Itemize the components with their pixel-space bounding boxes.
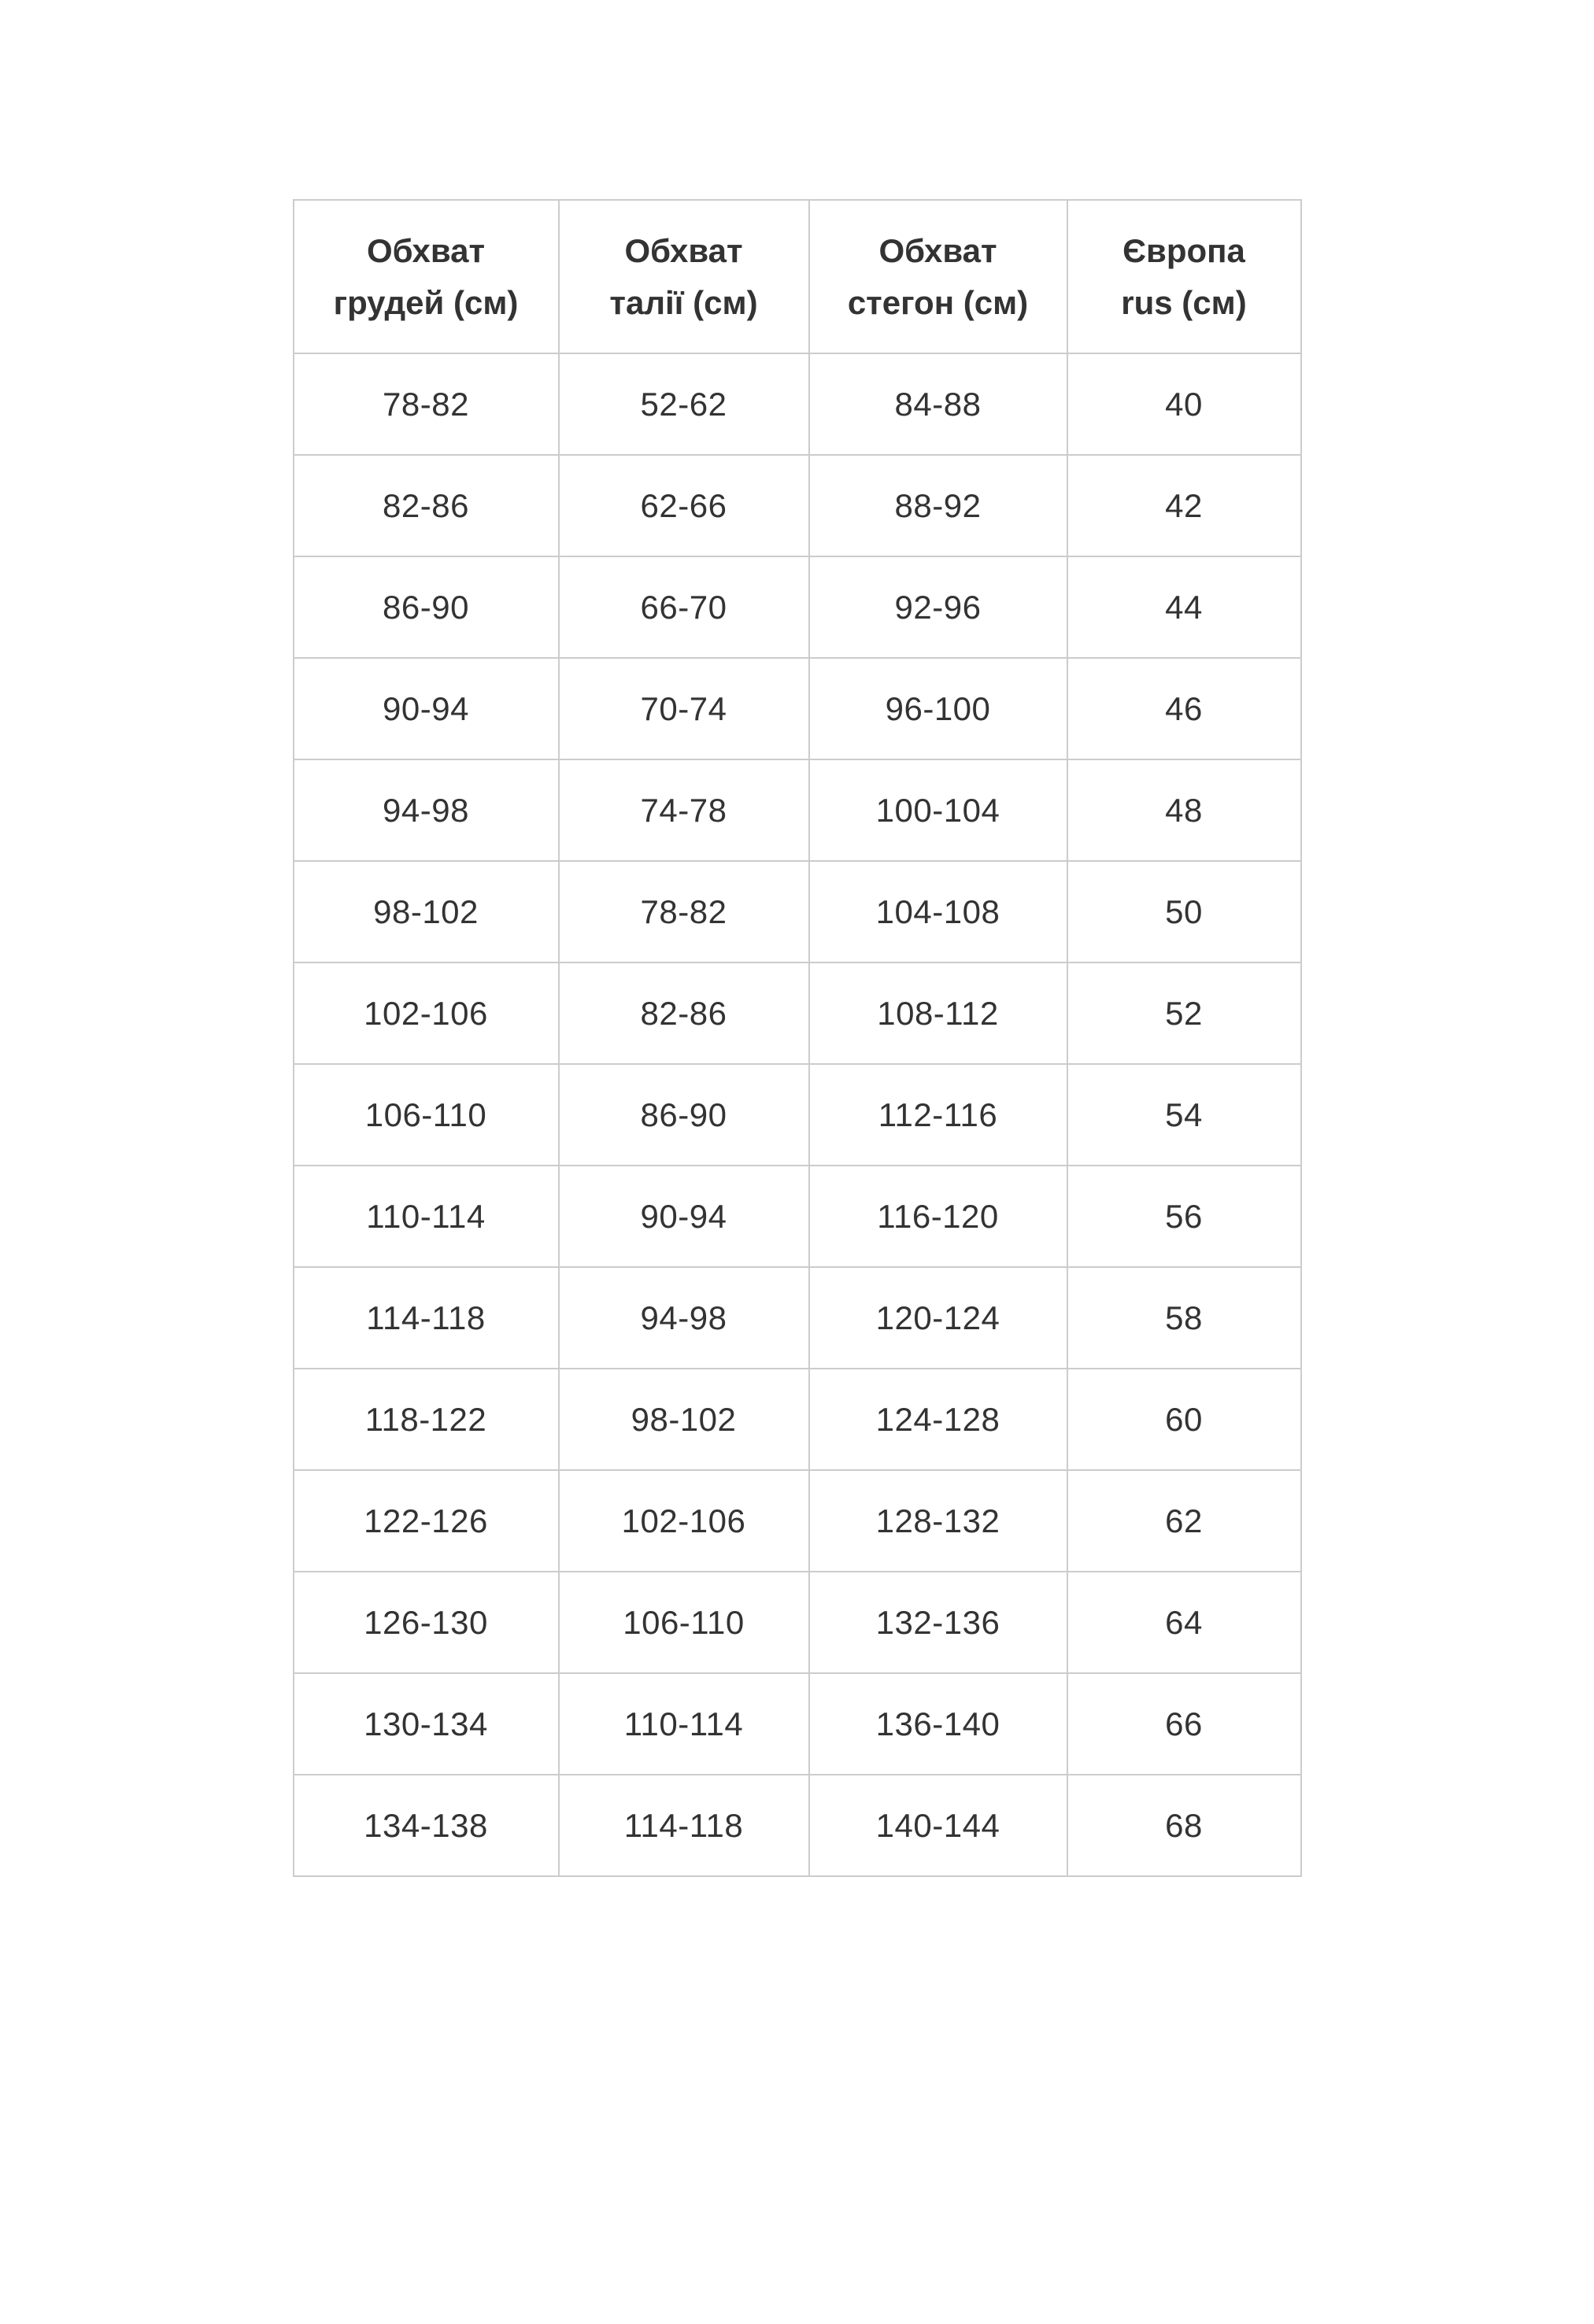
- cell-chest: 110-114: [294, 1166, 559, 1267]
- cell-chest: 126-130: [294, 1572, 559, 1673]
- cell-waist: 62-66: [559, 455, 809, 556]
- cell-waist: 70-74: [559, 658, 809, 759]
- cell-hips: 112-116: [809, 1064, 1067, 1166]
- cell-chest: 102-106: [294, 962, 559, 1064]
- column-header-chest: [294, 200, 559, 353]
- header-line: Європа: [1122, 232, 1245, 270]
- cell-waist: 106-110: [559, 1572, 809, 1673]
- table-row: [294, 1572, 1301, 1673]
- column-header-size-europe: [1067, 200, 1301, 353]
- table-row: [294, 861, 1301, 962]
- cell-waist: 52-62: [559, 353, 809, 455]
- table-row: [294, 353, 1301, 455]
- size-chart-table: [293, 199, 1302, 1877]
- header-line: Обхват: [878, 232, 997, 270]
- cell-size: 50: [1067, 861, 1301, 962]
- cell-hips: 116-120: [809, 1166, 1067, 1267]
- cell-size: 62: [1067, 1470, 1301, 1572]
- cell-size: 60: [1067, 1369, 1301, 1470]
- header-line: rus (см): [1121, 283, 1247, 321]
- cell-waist: 102-106: [559, 1470, 809, 1572]
- cell-hips: 84-88: [809, 353, 1067, 455]
- cell-size: 66: [1067, 1673, 1301, 1775]
- cell-size: 46: [1067, 658, 1301, 759]
- table-row: [294, 1166, 1301, 1267]
- table-row: [294, 455, 1301, 556]
- column-header-hips: [809, 200, 1067, 353]
- table-row: [294, 658, 1301, 759]
- cell-size: 68: [1067, 1775, 1301, 1876]
- cell-hips: 100-104: [809, 759, 1067, 861]
- cell-hips: 132-136: [809, 1572, 1067, 1673]
- cell-chest: 118-122: [294, 1369, 559, 1470]
- cell-chest: 122-126: [294, 1470, 559, 1572]
- cell-waist: 114-118: [559, 1775, 809, 1876]
- cell-size: 48: [1067, 759, 1301, 861]
- cell-size: 58: [1067, 1267, 1301, 1369]
- cell-chest: 78-82: [294, 353, 559, 455]
- cell-chest: 130-134: [294, 1673, 559, 1775]
- cell-hips: 140-144: [809, 1775, 1067, 1876]
- header-line: стегон (см): [847, 283, 1029, 321]
- cell-hips: 120-124: [809, 1267, 1067, 1369]
- cell-waist: 74-78: [559, 759, 809, 861]
- cell-chest: 86-90: [294, 556, 559, 658]
- header-line: Обхват: [366, 232, 486, 270]
- cell-hips: 124-128: [809, 1369, 1067, 1470]
- cell-hips: 92-96: [809, 556, 1067, 658]
- column-header-waist: [559, 200, 809, 353]
- cell-waist: 66-70: [559, 556, 809, 658]
- cell-hips: 108-112: [809, 962, 1067, 1064]
- cell-waist: 90-94: [559, 1166, 809, 1267]
- cell-chest: 82-86: [294, 455, 559, 556]
- table-row: [294, 556, 1301, 658]
- cell-chest: 94-98: [294, 759, 559, 861]
- cell-hips: 104-108: [809, 861, 1067, 962]
- header-row: [294, 200, 1301, 353]
- cell-chest: 98-102: [294, 861, 559, 962]
- cell-size: 42: [1067, 455, 1301, 556]
- table-row: [294, 1369, 1301, 1470]
- cell-waist: 98-102: [559, 1369, 809, 1470]
- table-row: [294, 962, 1301, 1064]
- cell-size: 54: [1067, 1064, 1301, 1166]
- cell-hips: 88-92: [809, 455, 1067, 556]
- cell-waist: 82-86: [559, 962, 809, 1064]
- cell-chest: 114-118: [294, 1267, 559, 1369]
- cell-hips: 128-132: [809, 1470, 1067, 1572]
- cell-size: 64: [1067, 1572, 1301, 1673]
- cell-chest: 90-94: [294, 658, 559, 759]
- table-row: [294, 1470, 1301, 1572]
- cell-size: 44: [1067, 556, 1301, 658]
- table-row: [294, 1267, 1301, 1369]
- table-row: [294, 759, 1301, 861]
- cell-waist: 110-114: [559, 1673, 809, 1775]
- table-row: [294, 1673, 1301, 1775]
- cell-size: 40: [1067, 353, 1301, 455]
- cell-waist: 94-98: [559, 1267, 809, 1369]
- cell-chest: 106-110: [294, 1064, 559, 1166]
- cell-hips: 136-140: [809, 1673, 1067, 1775]
- cell-chest: 134-138: [294, 1775, 559, 1876]
- table-row: [294, 1064, 1301, 1166]
- header-line: Обхват: [624, 232, 743, 270]
- cell-waist: 78-82: [559, 861, 809, 962]
- header-line: талії (см): [609, 283, 758, 321]
- cell-size: 52: [1067, 962, 1301, 1064]
- cell-size: 56: [1067, 1166, 1301, 1267]
- header-line: грудей (см): [333, 283, 519, 321]
- table-row: [294, 1775, 1301, 1876]
- cell-waist: 86-90: [559, 1064, 809, 1166]
- cell-hips: 96-100: [809, 658, 1067, 759]
